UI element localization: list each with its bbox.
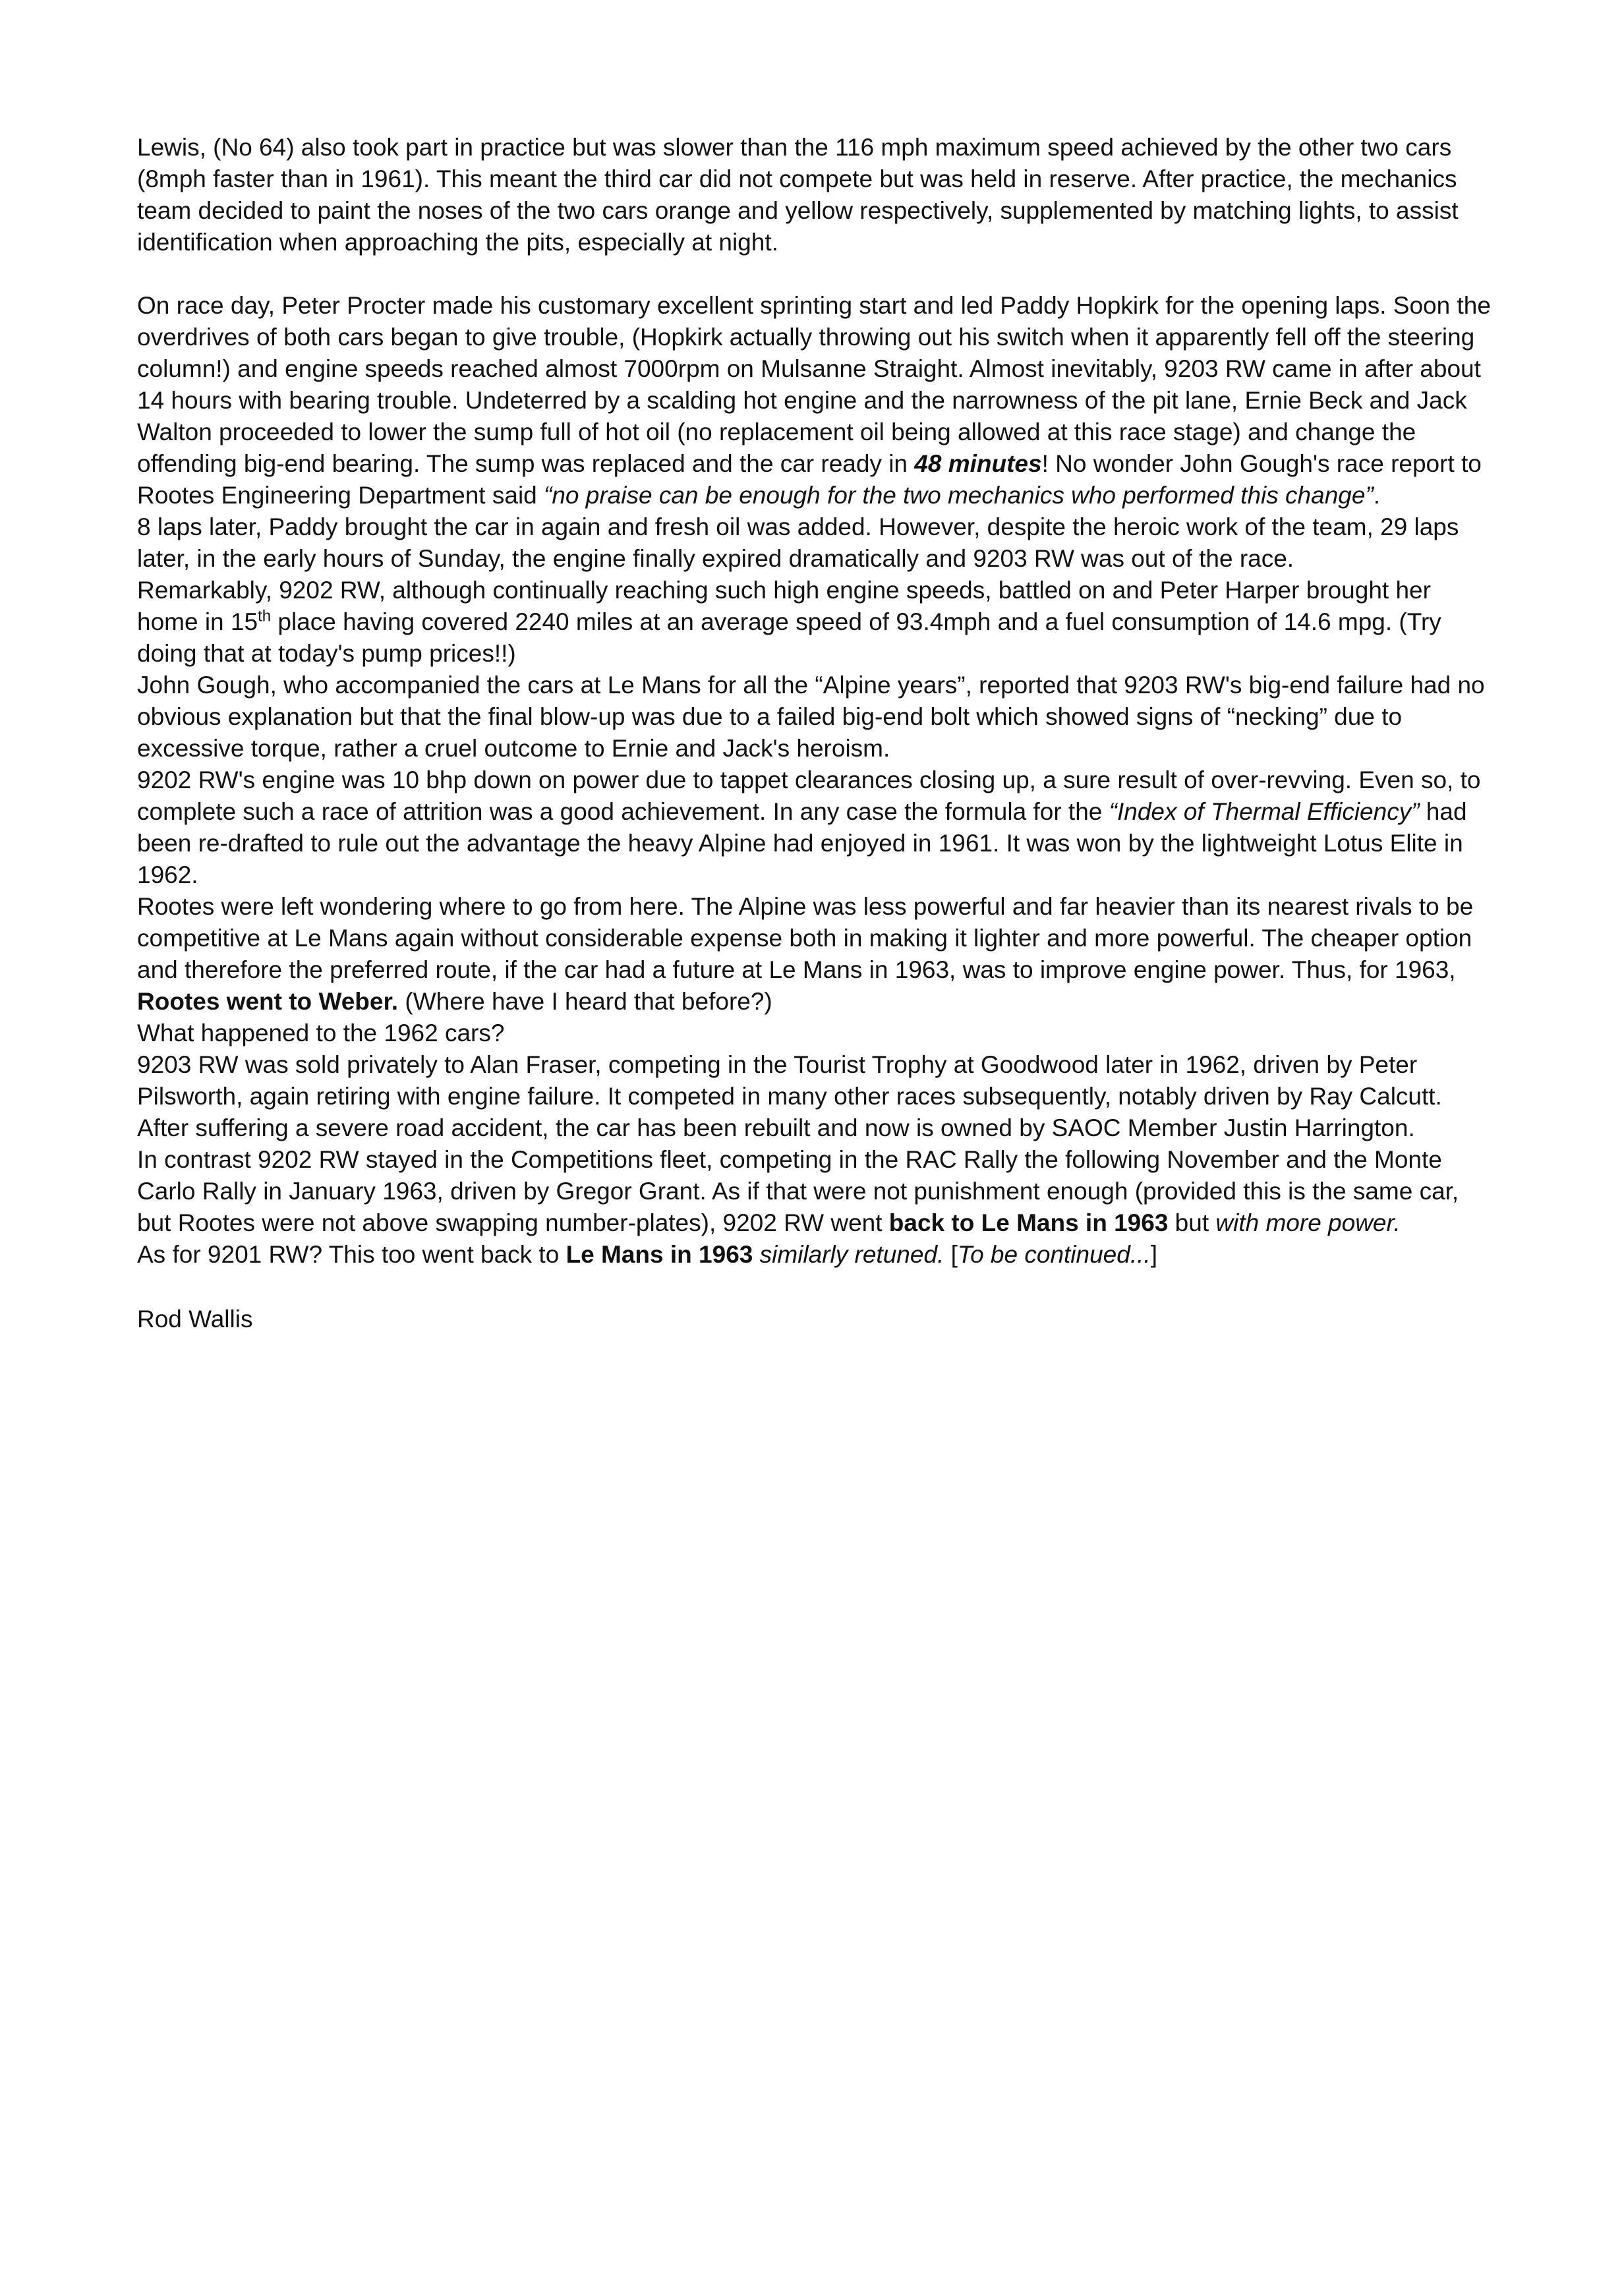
emphasis-more-power: with more power. <box>1215 1209 1401 1236</box>
text: but <box>1168 1209 1216 1236</box>
text: As for 9201 RW? This too went back to <box>137 1241 566 1268</box>
paragraph-9201-fate <box>137 1239 1495 1271</box>
text: Rootes were left wondering where to go from here. The Alpine was less powerful and far heavier than its nearest rivals to be competitive at Le Mans again without considerable expense both in making it lighter and more powerful. The cheaper option and therefore the preferred route, if the car had a future at Le Mans in 1963, was to improve engine power. Thus, for 1963, <box>137 893 1474 983</box>
text: On race day, Peter Procter made his customary excellent sprinting start and led Paddy Hopkirk for the opening laps. Soon the overdrives of both cars began to give trouble, (Hopkirk actually throwing out his switch when it apparently fell off the steering column!) and engine speeds reached almost 7000rpm on Mulsanne Straight. Almost inevitably, 9203 RW came in after about 14 hours with bearing trouble. Undeterred by a scalding hot engine and the narrowness of the pit lane, Ernie Beck and Jack Walton proceeded to lower the sump full of hot oil (no replacement oil being allowed at this race stage) and change the offending big-end bearing. The sump was replaced and the car ready in <box>137 292 1491 477</box>
superscript-th: th <box>258 607 272 625</box>
text <box>753 1241 759 1268</box>
text: 9202 RW's engine was 10 bhp down on power due to tappet clearances closing up, a sure result of over-revving. Even so, to complete such a race of attrition was a good achievement. In any case the formula for the <box>137 766 1481 825</box>
emphasis-48-minutes: 48 minutes <box>914 450 1042 477</box>
text: Remarkably, 9202 RW, although continually reaching such high engine speeds, battled on and Peter Harper brought her home in 15 <box>137 577 1431 635</box>
paragraph-practice: Lewis, (No 64) also took part in practice but was slower than the 116 mph maximum speed achieved by the other two cars (8mph faster than in 1961). This meant the third car did not compete but was held in reserve. After practice, the mechanics team decided to paint the noses of the two cars orange and yellow respectively, supplemented by matching lights, to assist identification when approaching the pits, especially at night. <box>137 134 1459 256</box>
emphasis-le-mans-1963: Le Mans in 1963 <box>566 1241 753 1268</box>
text: In contrast 9202 RW stayed in the Competitions fleet, competing in the RAC Rally the following November and the Monte Carlo Rally in January 1963, driven by Gregor Grant. As if that were not punishment enough (provided this is the same car, but Rootes were not above swapping number-plates), 9202 RW went <box>137 1146 1459 1236</box>
emphasis-similarly-retuned: similarly retuned. <box>759 1241 944 1268</box>
quote-race-report: “no praise can be enough for the two mechanics who performed this change” <box>544 482 1374 509</box>
to-be-continued: To be continued... <box>957 1241 1151 1268</box>
text: (Where have I heard that before?) <box>398 988 772 1015</box>
emphasis-rootes-weber: Rootes went to Weber. <box>137 988 399 1015</box>
text: had been re-drafted to rule out the advantage the heavy Alpine had enjoyed in 1961. It was won by the lightweight Lotus Elite in 1962. <box>137 798 1467 888</box>
paragraph-engine-expired: 8 laps later, Paddy brought the car in again and fresh oil was added. However, despite the heroic work of the team, 29 laps later, in the early hours of Sunday, the engine finally expired dramatically and 9203 RW was out of the race. <box>137 513 1459 572</box>
author-signature: Rod Wallis <box>137 1306 253 1333</box>
article-body <box>137 132 1495 1335</box>
text: ] <box>1150 1241 1157 1268</box>
text: [ <box>944 1241 958 1268</box>
paragraph-9203-fate: 9203 RW was sold privately to Alan Fraser, competing in the Tourist Trophy at Goodwood later in 1962, driven by Peter Pilsworth, again retiring with engine failure. It competed in many other races subsequently, notably driven by Ray Calcutt. After suffering a severe road accident, the car has been rebuilt and now is owned by SAOC Member Justin Harrington. <box>137 1051 1442 1141</box>
paragraph-race-day <box>137 290 1495 511</box>
paragraph-gough-report: John Gough, who accompanied the cars at Le Mans for all the “Alpine years”, reported that 9203 RW's big-end failure had no obvious explanation but that the final blow-up was due to a failed big-end bolt which showed signs of “necking” due to excessive torque, rather a cruel outcome to Ernie and Jack's heroism. <box>137 672 1485 762</box>
text: ! No wonder John Gough's race report to Rootes Engineering Department said <box>137 450 1482 509</box>
paragraph-question: What happened to the 1962 cars? <box>137 1019 505 1047</box>
index-thermal-efficiency: “Index of Thermal Efficiency” <box>1109 798 1420 825</box>
text: place having covered 2240 miles at an average speed of 93.4mph and a fuel consumption of 14.6 mpg. (Try doing that at today's pump prices!!) <box>137 608 1441 667</box>
paragraph-9202-finish <box>137 575 1495 670</box>
text: . <box>1373 482 1381 509</box>
paragraph-engine-power <box>137 764 1495 891</box>
paragraph-rootes-weber <box>137 891 1495 1018</box>
emphasis-back-to-le-mans: back to Le Mans in 1963 <box>888 1209 1169 1236</box>
paragraph-9202-fate <box>137 1144 1495 1239</box>
